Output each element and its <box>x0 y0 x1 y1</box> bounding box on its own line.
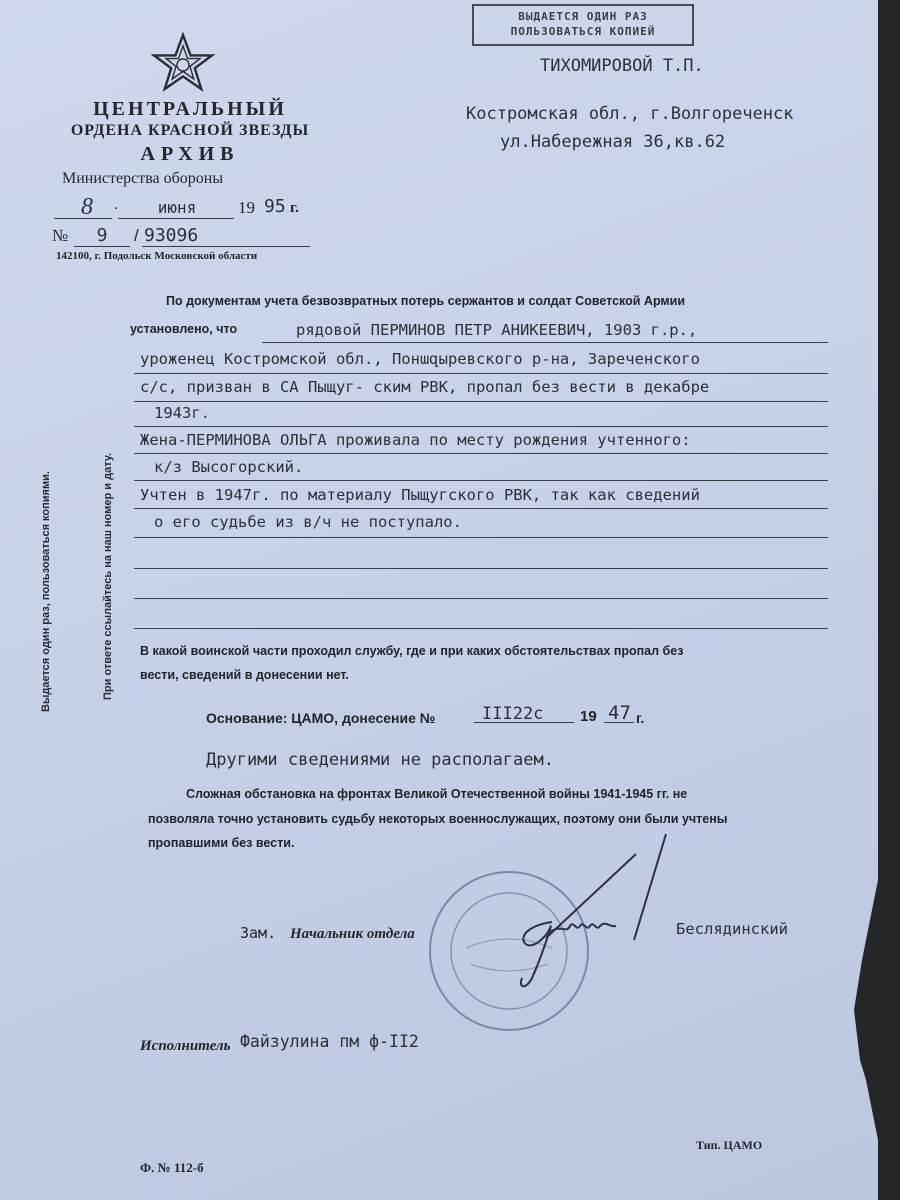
date-month: июня <box>157 198 197 217</box>
date-day: 8 <box>81 194 93 220</box>
red-star-emblem-icon <box>150 32 216 98</box>
org-name-line-3: АРХИВ <box>140 143 240 165</box>
date-line: 8 . июня 19 95 г. <box>52 196 322 222</box>
number-prefix: № <box>52 226 69 245</box>
recipient-address-line-1: Костромская обл., г.Волгореченск <box>466 104 794 124</box>
recipient-address-line-2: ул.Набережная 36,кв.62 <box>500 132 726 152</box>
margin-note-reference: При ответе ссылайтесь на наш номер и дату. <box>102 452 114 700</box>
basis-report-number: III22с <box>482 704 544 724</box>
outgoing-number-line <box>52 224 322 250</box>
executor-value: Файзулина пм ф-II2 <box>240 1032 419 1051</box>
typed-line-4: 1943г. <box>154 404 210 422</box>
org-name-line-1: ЦЕНТРАЛЬНЫЙ <box>93 98 287 120</box>
typed-line-3: с/с, призван в СА Пыщуг- ским РВК, пропал без вести в декабре <box>140 378 710 396</box>
handwritten-signature <box>506 828 676 998</box>
torn-paper-edge <box>830 880 900 1200</box>
basis-year-unit: г. <box>636 710 645 726</box>
typed-line-7: Учтен в 1947г. по материалу Пыщугского РВК, так как сведений <box>140 486 700 504</box>
one-time-issue-stamp <box>472 4 694 46</box>
typed-line-5: Жена-ПЕРМИНОВА ОЛЬГА проживала по месту рождения учтенного: <box>140 431 691 449</box>
intro-line-1: По документам учета безвозвратных потерь сержантов и солдат Советской Армии <box>166 294 686 308</box>
date-year-prefix: 19 <box>238 198 255 217</box>
basis-year-prefix: 19 <box>580 708 597 725</box>
signatory-name: Беслядинский <box>676 920 788 938</box>
basis-label: Основание: ЦАМО, донесение № <box>206 710 436 726</box>
number-reference: 93096 <box>144 225 199 246</box>
number-value: 9 <box>96 225 108 246</box>
ministry-label: Министерства обороны <box>62 170 224 187</box>
note-line-1: Сложная обстановка на фронтах Великой Отечественной войны 1941-1945 гг. не <box>186 787 688 801</box>
typed-line-2: уроженец Костромской обл., Понազыревского р-на, Зареченского <box>140 350 700 368</box>
date-year-suffix: 95 <box>264 196 286 217</box>
archive-address: 142100, г. Подольск Московской области <box>56 250 258 262</box>
margin-note-copies: Выдается один раз, пользоваться копиями. <box>40 471 52 712</box>
no-more-info: Другими сведениями не располагаем. <box>206 750 554 770</box>
unit-question-line-1: В какой воинской части проходил службу, где и при каких обстоятельствах пропал без <box>140 644 684 658</box>
signature-title-prefix: Зам. <box>240 924 277 942</box>
note-line-3: пропавшими без вести. <box>148 836 295 850</box>
number-separator: / <box>134 226 139 245</box>
typed-line-6: к/з Высогорский. <box>154 458 304 476</box>
recipient-name: ТИХОМИРОВОЙ Т.П. <box>540 56 704 76</box>
executor-label: Исполнитель <box>140 1038 231 1054</box>
basis-year-suffix: 47 <box>608 702 631 724</box>
org-name-line-2: ОРДЕНА КРАСНОЙ ЗВЕЗДЫ <box>70 122 310 139</box>
typed-line-1: рядовой ПЕРМИНОВ ПЕТР АНИКЕЕВИЧ, 1903 г.р., <box>296 321 698 339</box>
date-year-unit: г. <box>290 200 299 216</box>
note-line-2: позволяла точно установить судьбу некоторых военнослужащих, поэтому они были учтены <box>148 812 728 826</box>
unit-question-line-2: вести, сведений в донесении нет. <box>140 668 349 682</box>
print-shop-label: Тип. ЦАМО <box>696 1138 763 1152</box>
stamp-line-2: ПОЛЬЗОВАТЬСЯ КОПИЕЙ <box>510 25 656 38</box>
signature-title: Начальник отдела <box>290 926 415 942</box>
intro-line-2: установлено, что <box>130 322 238 336</box>
typed-line-8: о его судьбе из в/ч не поступало. <box>154 513 462 531</box>
stamp-line-1: ВЫДАЕТСЯ ОДИН РАЗ <box>518 10 648 23</box>
form-number: Ф. № 112-б <box>140 1160 204 1175</box>
